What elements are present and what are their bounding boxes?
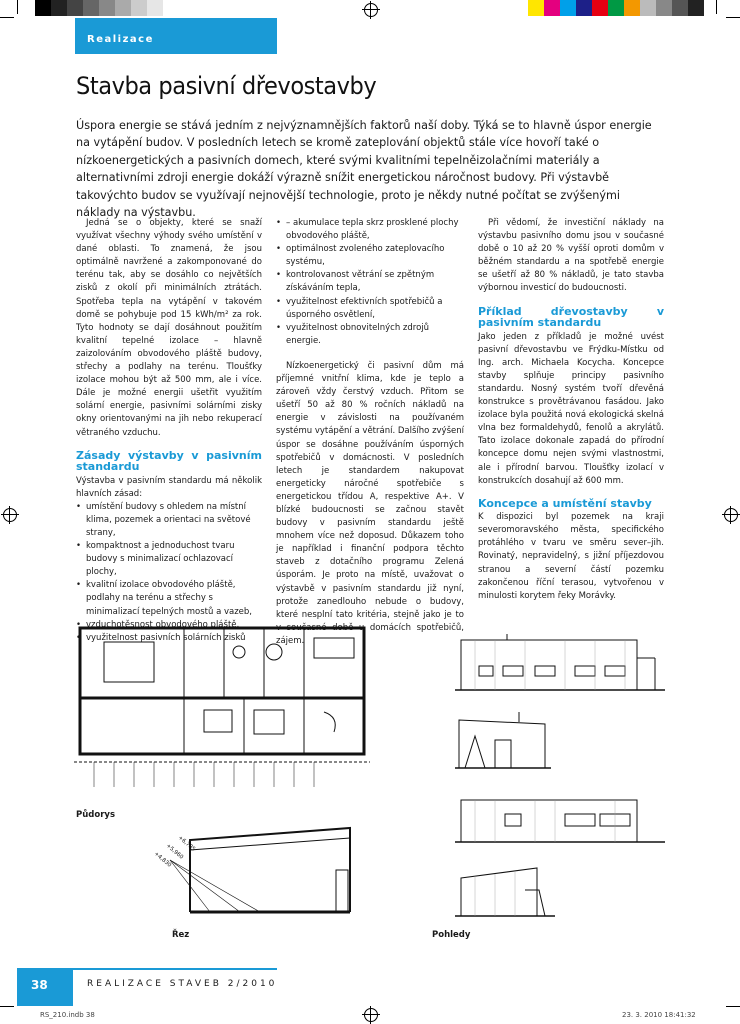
list-item: • kontrolovanost větrání se zpětným získáváním tepla,: [286, 269, 464, 295]
list-item: • využitelnost efektivních spotřebičů a úsporného osvětlení,: [286, 296, 464, 322]
section-elevation-note: +6,735: [176, 834, 197, 853]
page-number: 38: [31, 978, 48, 992]
registration-mark-left: [3, 508, 17, 522]
section-drawing: [150, 820, 370, 920]
subheading-zasady: Zásady výstavby v pasivním standardu: [76, 448, 262, 474]
registration-mark-bottom: [364, 1008, 378, 1022]
text-column-2: [276, 217, 464, 648]
crop-mark: [716, 0, 717, 14]
figure-caption-rez: Řez: [172, 930, 190, 940]
subheading-koncepce: Koncepce a umístění stavby: [478, 496, 652, 510]
list-item: • kompaktnost a jednoduchost tvaru budovy s minimalizací ochlazovací plochy,: [86, 540, 262, 579]
page-number-box: [17, 968, 73, 1006]
section-header-bar: [75, 18, 277, 54]
paragraph: Při vědomí, že investiční náklady na výstavbu pasivního domu jsou v současné době o 10 až 20 % vyšší oproti domům v běžném standardu a na spotřebě energie se ušetří až 80 % nákladů, je tato stavba výbornou investicí do budoucnosti.: [478, 218, 664, 294]
paragraph: Jedná se o objekty, které se snaží využívat všechny výhody svého umístění v dané oblasti. To znamená, že jsou optimálně navržené a zakomponované do terénu tak, aby se dosáhlo co největších zisků z okolí při minimálních ztrátách. Spotřeba tepla na vytápění v takovém domě se pohybuje pod 15 kWh/m² za rok. Tyto hodnoty se dají dosáhnout použitím kvalitní tepelné izolace – hlavně zaizolováním obvodového pláště budovy, střechy a podlahy na terénu. Tloušťky izolace mohou být až 500 mm, ale i více. Dále je možné energii ušetřit využitím solární energie, pasivními solárními zisky okny orientovanými na jih nebo rekuperací větraného vzduchu.: [76, 218, 262, 438]
figure-caption-pohledy: Pohledy: [432, 930, 471, 940]
list-item: • využitelnost obnovitelných zdrojů energie.: [286, 322, 464, 348]
figure-caption-pudorys: Půdorys: [76, 810, 115, 820]
print-slug-date: 23. 3. 2010 18:41:32: [622, 1011, 696, 1019]
crop-mark: [17, 0, 18, 14]
crop-mark: [726, 1006, 740, 1007]
lead-paragraph: Úspora energie se stává jedním z nejvýznamnějších faktorů naší doby. Týká se to hlavně úspor energie na vytápění budov. V posledních letech se kromě zateplování objektů stále více hovoří také o nízkoenergetických a pasivních domech, které svými kvalitními tepelněizolačními materiály a alternativními zdroji energie dokáží výrazně snížit energetickou náročnost budovy. Při výstavbě takovýchto budov se využívají nejnovější technologie, proto je někdy nutné počítat se zvýšenými náklady na výstavbu.: [76, 119, 652, 220]
list-item: • optimálnost zvoleného zateplovacího systému,: [286, 243, 464, 269]
crop-mark: [0, 17, 14, 18]
elevations-drawing: [455, 628, 667, 928]
article-title: Stavba pasivní dřevostavby: [76, 72, 377, 100]
section-elevation-note: +5,960: [164, 842, 185, 861]
paragraph: Jako jeden z příkladů je možné uvést pasivní dřevostavbu ve Frýdku-Místku od Ing. arch. Michaela Kocycha. Koncepce stavby splňuje principy pasivního standardu. Nosný systém tvoří dřevěná konstrukce s provětrávanou fasádou. Jako izolace byla použitá nová ekologická skelná vlna bez formaldehydů, fenolů a akrylátů. Tato izolace dokonale zapadá do přírodní koncepce domu nejen svými vlastnostmi, ale i přírodní barvou. Tloušťky izolací v konstrukcích dosahují až 600 mm.: [478, 331, 664, 486]
list-item: • – akumulace tepla skrz prosklené plochy obvodového pláště,: [286, 217, 464, 243]
registration-mark-right: [724, 508, 738, 522]
principles-list-continued: [276, 217, 464, 348]
cmyk-colorbar: [528, 0, 704, 16]
list-item: • umístění budovy s ohledem na místní klima, pozemek a orientaci na světové strany,: [86, 501, 262, 540]
footer-rule: [73, 968, 277, 970]
magazine-name: REALIZACE STAVEB 2/2010: [87, 979, 278, 989]
text-column-3: [478, 217, 664, 603]
crop-mark: [0, 1006, 14, 1007]
print-slug-file: RS_210.indb 38: [40, 1011, 95, 1019]
text-column-1: [76, 217, 262, 645]
list-item: • vzduchotěsnost obvodového pláště,: [86, 619, 262, 632]
paragraph: Nízkoenergetický či pasivní dům má příjemné vnitřní klima, kde je teplo a zároveň vždy čerstvý vzduch. Přitom se ušetří 50 až 80 % ročních nákladů na energie v závislosti na používaném systému vytápění a větrání. Dalšího zvýšení úspor se dosáhne používáním úsporných spotřebičů v domácnosti. V posledních letech je standardem nakupovat energeticky náročné spotřebiče s energetickou třídou A, respektive A+. V blízké budoucnosti se začnou stavět budovy v pasivním standardu ještě mnohem více než doposud. Důkazem toho je například i finanční podpora těchto staveb z dotačního programu Zelená úsporám. Je proto na místě, uvažovat o výstavbě v pasivním standardu již nyní, protože zanedlouho nebude o budovy, které nesplní tato kritéria, stejně jako je to v současné době u domácích spotřebičů, zájem.: [276, 360, 464, 646]
subheading-priklad: Příklad dřevostavby v pasivním standardu: [478, 304, 664, 330]
registration-mark-top: [364, 3, 378, 17]
crop-mark: [726, 17, 740, 18]
section-elevation-note: +4,830: [152, 850, 173, 869]
section-label: Realizace: [87, 34, 154, 45]
paragraph: K dispozici byl pozemek na kraji severomoravského města, specifického protáhlého v tvaru ve směru sever–jih. Rovinatý, nepravidelný, s jižní příjezdovou stranou a severní částí pozemku zakončenou říční terasou, vytvořenou v minulosti korytem řeky Morávky.: [478, 512, 664, 601]
grey-colorbar: [35, 0, 179, 16]
paragraph: Výstavba v pasivním standardu má několik hlavních zásad:: [76, 475, 262, 499]
list-item: • využitelnost pasivních solárních zisků: [86, 632, 262, 645]
floor-plan-drawing: [74, 622, 370, 792]
list-item: • kvalitní izolace obvodového pláště, podlahy na terénu a střechy s minimalizací tepelných mostů a vazeb,: [86, 579, 262, 618]
